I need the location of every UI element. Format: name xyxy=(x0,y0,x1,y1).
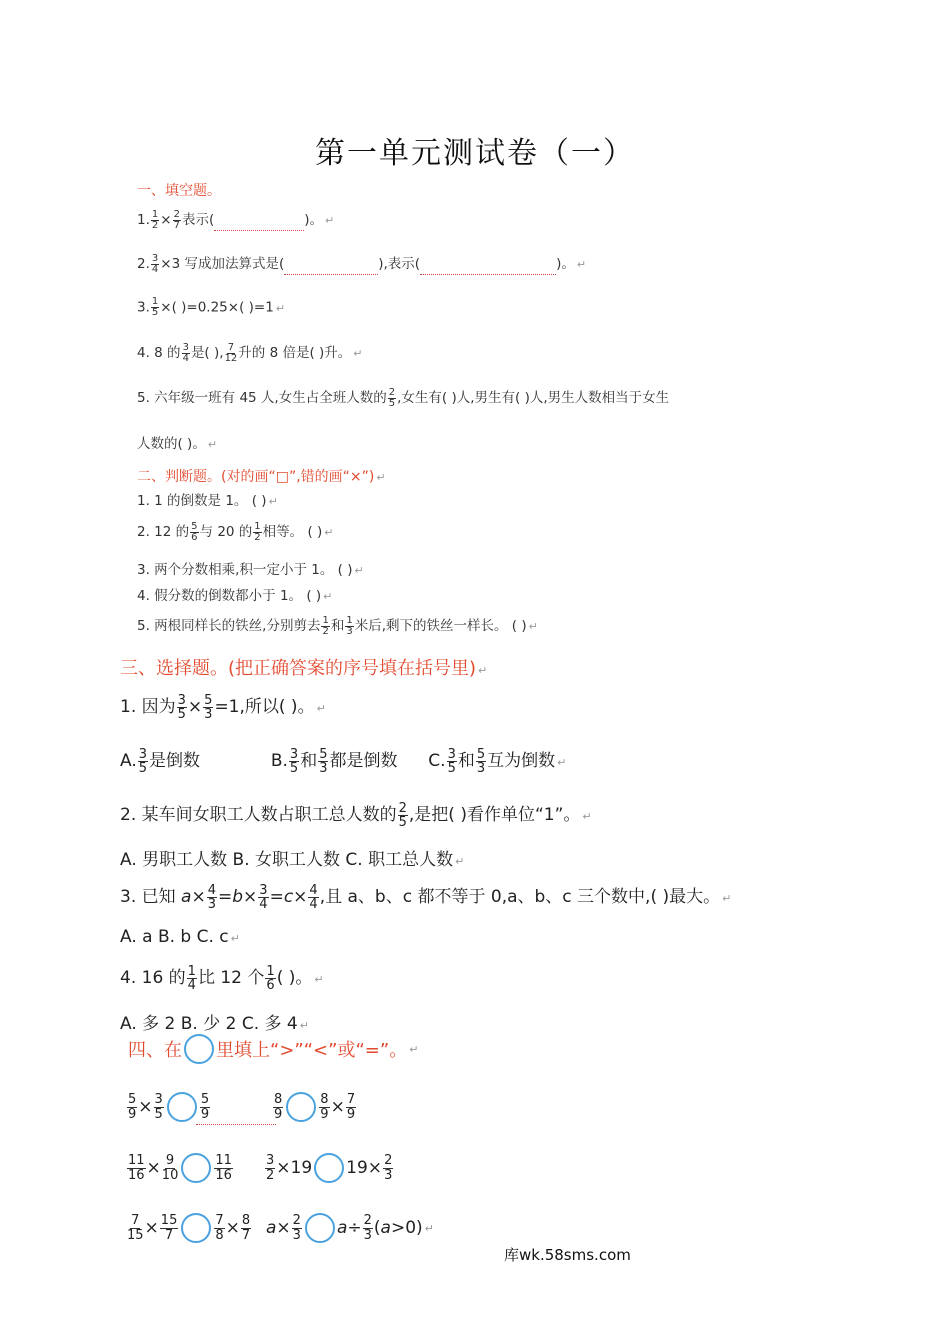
compare-circle[interactable] xyxy=(181,1213,211,1243)
fill-q5: 5. 六年级一班有 45 人,女生占全班人数的 $\frac{2}{5}$ ,女生有( )人,男生有( )人,男生人数相当于女生 xyxy=(137,386,670,409)
section-compare-heading: 四、在 里填上“>”“<”或“=”。 ↵ xyxy=(128,1034,418,1064)
choice-q4-options: A. 多 2 B. 少 2 C. 多 4 ↵ xyxy=(120,1014,309,1034)
choice-q3-options: A. a B. b C. c ↵ xyxy=(120,927,240,947)
choice-q2-options: A. 男职工人数 B. 女职工人数 C. 职工总人数 ↵ xyxy=(120,850,465,870)
judge-q1: 1. 1 的倒数是 1。 ( ) ↵ xyxy=(137,493,278,509)
fill-q2: 2. $\frac{3}{4}$ ×3 写成加法算式是( ),表示( )。 ↵ xyxy=(137,252,587,275)
judge-q2: 2. 12 的 $\frac{5}{6}$ 与 20 的 $\frac{1}{2}$ 相等。 ( ) ↵ xyxy=(137,520,334,543)
choice-q1-options: A. $\frac{3}{5}$ 是倒数 B. $\frac{3}{5}$ 和 $\frac{5}{3}$ 都是倒数 C. $\frac{3}{5}$ 和 $\frac{5}{3}$ 互为倒数 ↵ xyxy=(120,746,567,776)
compare-circle[interactable] xyxy=(286,1092,316,1122)
compare-circle[interactable] xyxy=(305,1213,335,1243)
fill-q4: 4. 8 的 $\frac{3}{4}$ 是( ), $\frac{7}{12}$ 升的 8 倍是( )升。 ↵ xyxy=(137,341,363,364)
page-title: 第一单元测试卷（一） xyxy=(315,136,635,171)
choice-q4: 4. 16 的 $\frac{1}{4}$ 比 12 个 $\frac{1}{6}$ ( )。 ↵ xyxy=(120,963,324,993)
squiggle-underline xyxy=(196,1124,276,1125)
fill-q3: 3. $\frac{1}{5}$ ×( )=0.25×( )=1 ↵ xyxy=(137,296,286,318)
circle-icon xyxy=(184,1034,214,1064)
compare-item-2: $\frac{8}{9}$ $\frac{8}{9}$ × $\frac{7}{9}$ xyxy=(274,1091,356,1122)
judge-q5: 5. 两根同样长的铁丝,分别剪去 $\frac{1}{2}$ 和 $\frac{1}{3}$ 米后,剩下的铁丝一样长。 ( ) ↵ xyxy=(137,614,538,637)
compare-item-3: $\frac{11}{16}$ × $\frac{9}{10}$ $\frac{11}{16}$ xyxy=(128,1152,232,1183)
choice-q2: 2. 某车间女职工人数占职工总人数的 $\frac{2}{5}$ ,是把( )看作单位“1”。 ↵ xyxy=(120,800,592,830)
footer-watermark: 库wk.58sms.com xyxy=(504,1246,631,1264)
compare-item-6: a × $\frac{2}{3}$ a ÷ $\frac{2}{3}$ ( a >0) ↵ xyxy=(266,1212,434,1243)
compare-item-4: $\frac{3}{2}$ ×19 19× $\frac{2}{3}$ xyxy=(266,1152,393,1183)
compare-circle[interactable] xyxy=(167,1092,197,1122)
choice-q3: 3. 已知 a× $\frac{4}{3}$ =b× $\frac{3}{4}$ =c× $\frac{4}{4}$ ,且 a、b、c 都不等于 0,a、b、c 三个数中,( )最大。 ↵ xyxy=(120,882,732,912)
compare-circle[interactable] xyxy=(181,1153,211,1183)
fill-q1: 1. $\frac{1}{2}$ × $\frac{2}{7}$ 表示( )。 ↵ xyxy=(137,208,335,231)
section-judge-heading: 二、判断题。(对的画“□”,错的画“×”) ↵ xyxy=(137,469,386,485)
compare-item-1: $\frac{5}{9}$ × $\frac{3}{5}$ $\frac{5}{9}$ xyxy=(128,1091,210,1122)
fill-q5-continued: 人数的( )。 ↵ xyxy=(137,436,218,452)
judge-q3: 3. 两个分数相乘,积一定小于 1。 ( ) ↵ xyxy=(137,562,364,578)
section-fill-heading: 一、填空题。 xyxy=(137,183,221,199)
compare-item-5: $\frac{7}{15}$ × $\frac{15}{7}$ $\frac{7}{8}$ × $\frac{8}{7}$ xyxy=(127,1212,251,1243)
compare-circle[interactable] xyxy=(314,1153,344,1183)
judge-q4: 4. 假分数的倒数都小于 1。 ( ) ↵ xyxy=(137,588,333,604)
choice-q1: 1. 因为 $\frac{3}{5}$ × $\frac{5}{3}$ =1,所以( )。 ↵ xyxy=(120,692,326,722)
section-choice-heading: 三、选择题。(把正确答案的序号填在括号里) ↵ xyxy=(120,658,488,679)
